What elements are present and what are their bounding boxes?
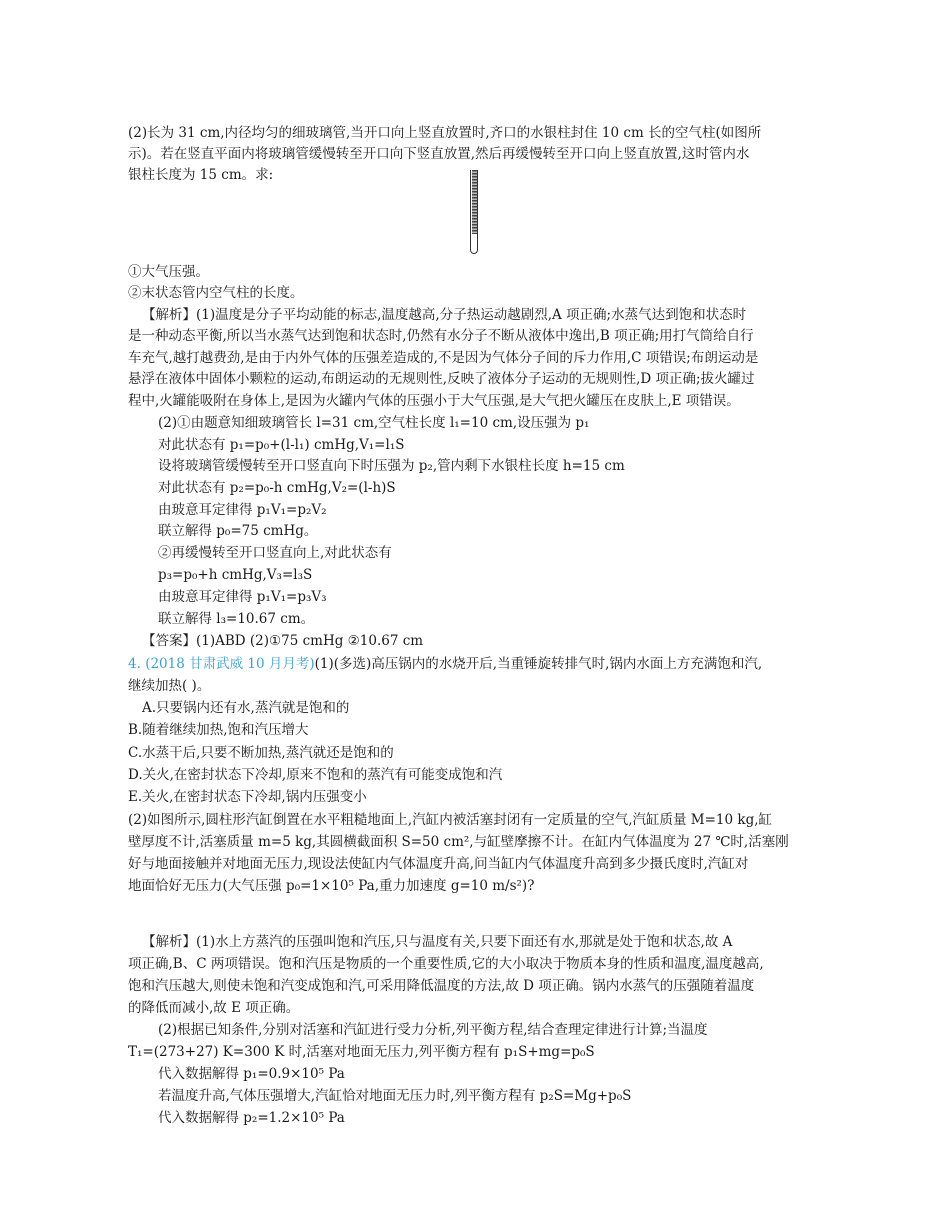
- q4-source: (2018 甘肃武威 10 月月考): [145, 656, 315, 672]
- q4-analysis-line-4: 的降低而减小,故 E 项正确。: [128, 1000, 300, 1016]
- q4-option-b: B.随着继续加热,饱和汽压增大: [128, 722, 309, 738]
- q3-analysis-line-2: 是一种动态平衡,所以当水蒸气达到饱和状态时,仍然有水分子不断从液体中逸出,B 项正确;用打气筒给自行: [128, 328, 754, 344]
- q4-option-a: A.只要锅内还有水,蒸汽就是饱和的: [142, 700, 350, 716]
- q4-stem-line-2: 继续加热( )。: [128, 678, 211, 694]
- q3-solution-line-4: 对此状态有 p₂=p₀-h cmHg,V₂=(l-h)S: [158, 480, 396, 496]
- q4-solution-line-2: T₁=(273+27) K=300 K 时,活塞对地面无压力,列平衡方程有 p₁S+mg=p₀S: [128, 1044, 595, 1060]
- q3-analysis-line-1: 【解析】(1)温度是分子平均动能的标志,温度越高,分子热运动越剧烈,A 项正确;水蒸气达到饱和状态时: [142, 307, 747, 323]
- q3-answer: 【答案】(1)ABD (2)①75 cmHg ②10.67 cm: [142, 633, 424, 649]
- q4-option-e: E.关火,在密封状态下冷却,锅内压强变小: [128, 789, 367, 805]
- q4-stem: 高压锅内的水烧开后,当重锤旋转排气时,锅内水面上方充满饱和汽,: [371, 656, 763, 672]
- q3-solution-line-8: p₃=p₀+h cmHg,V₃=l₃S: [158, 567, 313, 583]
- q3-solution-line-5: 由玻意耳定律得 p₁V₁=p₂V₂: [158, 502, 327, 518]
- q4-analysis-line-2: 项正确,B、C 两项错误。饱和汽压是物质的一个重要性质,它的大小取决于物质本身的性质和温度,温度越高,: [128, 956, 764, 972]
- q3-analysis-line-5: 程中,火罐能吸附在身体上,是因为火罐内气体的压强小于大气压强,是大气把火罐压在皮肤上,E 项错误。: [128, 393, 740, 409]
- q4-stem-part: (1)(多选): [314, 656, 372, 672]
- q3-analysis-line-3: 车充气,越打越费劲,是由于内外气体的压强差造成的,不是因为气体分子间的斥力作用,C 项错误;布朗运动是: [128, 350, 759, 366]
- q3-part2-line-3: 银柱长度为 15 cm。求:: [128, 167, 274, 183]
- q4-option-c: C.水蒸干后,只要不断加热,蒸汽就还是饱和的: [128, 745, 394, 761]
- q3-part2-line-2: 示)。若在竖直平面内将玻璃管缓慢转至开口向下竖直放置,然后再缓慢转至开口向上竖直放置,这时管内水: [128, 146, 750, 162]
- q4-part2-line-4: 地面恰好无压力(大气压强 p₀=1×10⁵ Pa,重力加速度 g=10 m/s²)?: [128, 878, 535, 894]
- q4-option-d: D.关火,在密封状态下冷却,原来不饱和的蒸汽有可能变成饱和汽: [128, 767, 503, 783]
- q3-ask-2: ②末状态管内空气柱的长度。: [128, 285, 304, 301]
- q4-analysis-line-1: 【解析】(1)水上方蒸汽的压强叫饱和汽压,只与温度有关,只要下面还有水,那就是处于饱和状态,故 A: [142, 934, 733, 950]
- q4-analysis-line-3: 饱和汽压越大,则使未饱和汽变成饱和汽,可采用降低温度的方法,故 D 项正确。锅内水蒸气的压强随着温度: [128, 978, 755, 994]
- q3-solution-line-6: 联立解得 p₀=75 cmHg。: [158, 523, 318, 539]
- q3-solution-line-9: 由玻意耳定律得 p₁V₁=p₃V₃: [158, 589, 327, 605]
- q3-solution-line-1: (2)①由题意知细玻璃管长 l=31 cm,空气柱长度 l₁=10 cm,设压强为 p₁: [158, 415, 590, 431]
- q4-solution-line-4: 若温度升高,气体压强增大,汽缸恰对地面无压力时,列平衡方程有 p₂S=Mg+p₀S: [158, 1088, 632, 1104]
- q3-solution-line-3: 设将玻璃管缓慢转至开口竖直向下时压强为 p₂,管内剩下水银柱长度 h=15 cm: [158, 458, 625, 474]
- q4-part2-line-1: (2)如图所示,圆柱形汽缸倒置在水平粗糙地面上,汽缸内被活塞封闭有一定质量的空气,汽缸质量 M=10 kg,缸: [128, 812, 773, 828]
- q3-solution-line-7: ②再缓慢转至开口竖直向上,对此状态有: [158, 545, 392, 561]
- q3-solution-line-10: 联立解得 l₃=10.67 cm。: [158, 611, 315, 627]
- q3-part2-line-1: (2)长为 31 cm,内径均匀的细玻璃管,当开口向上竖直放置时,齐口的水银柱封住 10 cm 长的空气柱(如图所: [128, 125, 762, 141]
- q4-solution-line-1: (2)根据已知条件,分别对活塞和汽缸进行受力分析,列平衡方程,结合查理定律进行计算;当温度: [158, 1022, 708, 1038]
- q3-analysis-line-4: 悬浮在液体中固体小颗粒的运动,布朗运动的无规则性,反映了液体分子运动的无规则性,D 项正确;拔火罐过: [128, 371, 755, 387]
- q3-ask-1: ①大气压强。: [128, 264, 209, 280]
- q4-solution-line-5: 代入数据解得 p₂=1.2×10⁵ Pa: [158, 1110, 345, 1126]
- q4-heading-line: [128, 654, 828, 674]
- q4-part2-line-3: 好与地面接触并对地面无压力,现设法使缸内气体温度升高,问当缸内气体温度升高到多少摄氏度时,汽缸对: [128, 856, 749, 872]
- glass-tube: [470, 170, 478, 254]
- q3-solution-line-2: 对此状态有 p₁=p₀+(l-l₁) cmHg,V₁=l₁S: [158, 437, 405, 453]
- q4-number: 4.: [128, 656, 141, 672]
- q4-part2-line-2: 壁厚度不计,活塞质量 m=5 kg,其圆横截面积 S=50 cm²,与缸壁摩擦不计。在缸内气体温度为 27 ℃时,活塞刚: [128, 834, 789, 850]
- glass-tube-figure: [468, 170, 482, 256]
- q4-solution-line-3: 代入数据解得 p₁=0.9×10⁵ Pa: [158, 1066, 345, 1082]
